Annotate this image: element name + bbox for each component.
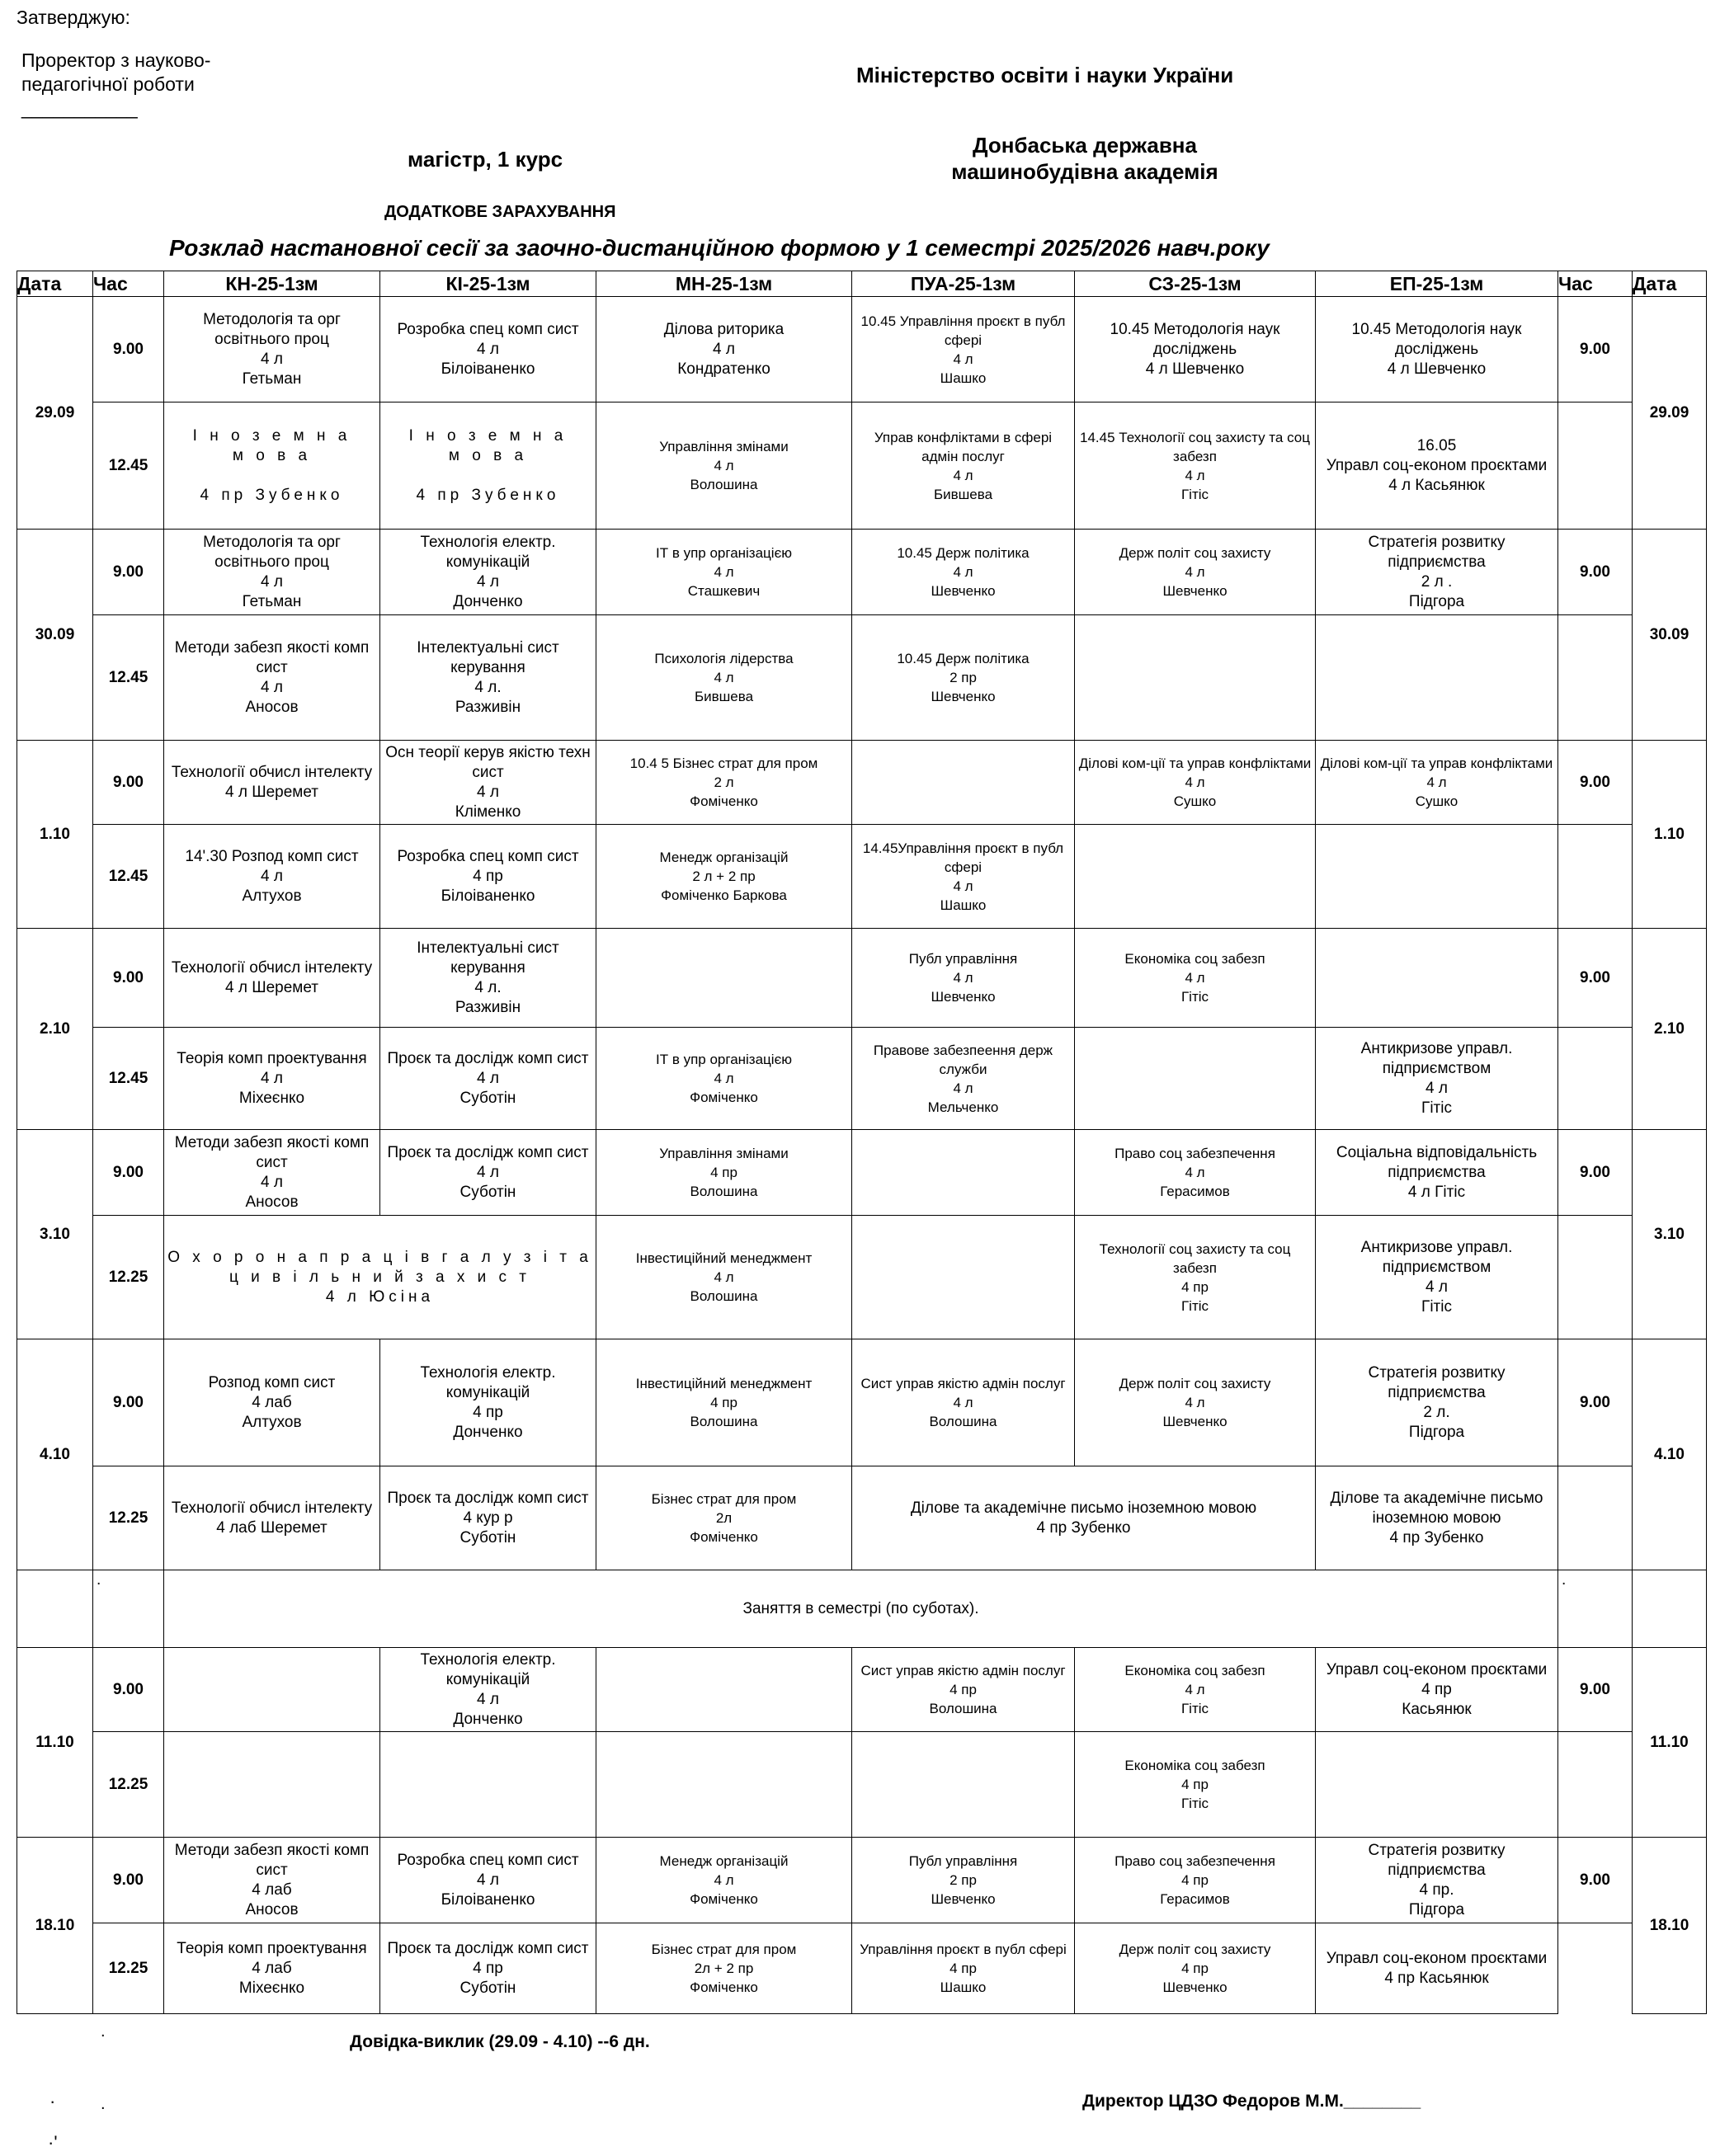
lesson-cell: О х о р о н а п р а ц і в г а л у з і т а ц и в і л ь н и й з а х и с т 4 л Юсіна — [164, 1216, 596, 1339]
date-cell: 29.09 — [1633, 297, 1707, 530]
table-row — [17, 1130, 1707, 1216]
lesson-cell: Інвестиційний менеджмент 4 пр Волошина — [596, 1339, 852, 1466]
lesson-cell — [380, 1732, 596, 1838]
time-cell: 9.00 — [93, 741, 164, 825]
lesson-cell: Держ політ соц захисту 4 л Шевченко — [1075, 530, 1316, 615]
time-cell: 12.25 — [93, 1216, 164, 1339]
header-date-left: Дата — [17, 271, 93, 297]
lesson-cell: Економіка соц забезп 4 л Гітіс — [1075, 929, 1316, 1028]
lesson-cell — [1316, 825, 1558, 929]
lesson-cell: Сист управ якістю адмін послуг 4 л Волошина — [852, 1339, 1075, 1466]
table-row — [17, 1923, 1707, 2014]
lesson-cell: Сист управ якістю адмін послуг 4 пр Волошина — [852, 1648, 1075, 1732]
stray-mark: ·' — [48, 2132, 58, 2153]
dot-mark: . — [101, 2022, 106, 2041]
lesson-cell: Інтелектуальні сист керування 4 л. Разживін — [380, 615, 596, 741]
lesson-cell — [1316, 1732, 1558, 1838]
lesson-cell: Проєк та дослідж комп сист 4 пр Суботін — [380, 1923, 596, 2014]
date-cell: 18.10 — [17, 1838, 93, 2014]
lesson-cell — [1075, 615, 1316, 741]
header-group-ep: ЕП-25-1зм — [1316, 271, 1558, 297]
lesson-cell: Управл соц-економ проєктами 4 пр Касьянюк — [1316, 1923, 1558, 2014]
lesson-cell — [852, 1130, 1075, 1216]
time-cell: 9.00 — [1558, 741, 1633, 825]
time-cell: 12.25 — [93, 1923, 164, 2014]
table-row — [17, 615, 1707, 741]
header-group-mn: МН-25-1зм — [596, 271, 852, 297]
lesson-cell: Методи забезп якості комп сист 4 л Аносов — [164, 1130, 380, 1216]
lesson-cell: Технологія електр. комунікацій 4 пр Донченко — [380, 1339, 596, 1466]
lesson-cell: Публ управління 2 пр Шевченко — [852, 1838, 1075, 1923]
time-cell: 12.45 — [93, 402, 164, 530]
time-cell: 12.25 — [93, 1732, 164, 1838]
lesson-cell: 10.45 Методологія наук досліджень 4 л Шевченко — [1075, 297, 1316, 402]
lesson-cell: Технологія електр. комунікацій 4 л Донченко — [380, 1648, 596, 1732]
lesson-cell — [164, 1732, 380, 1838]
time-cell: 9.00 — [93, 530, 164, 615]
time-cell: 9.00 — [93, 1130, 164, 1216]
lesson-cell: Технології обчисл інтелекту 4 лаб Шеремет — [164, 1466, 380, 1570]
time-cell: 9.00 — [93, 297, 164, 402]
table-row — [17, 1028, 1707, 1130]
header-group-pua: ПУА-25-1зм — [852, 271, 1075, 297]
table-row — [17, 402, 1707, 530]
date-cell: 11.10 — [1633, 1648, 1707, 1838]
lesson-cell: Психологія лідерства 4 л Бившева — [596, 615, 852, 741]
table-row — [17, 1570, 1707, 1648]
lesson-cell: Осн теорії керув якістю техн сист 4 л Кліменко — [380, 741, 596, 825]
lesson-cell: 10.45 Держ політика 4 л Шевченко — [852, 530, 1075, 615]
lesson-cell: Бізнес страт для пром 2л + 2 пр Фоміченко — [596, 1923, 852, 2014]
lesson-cell: 10.45 Держ політика 2 пр Шевченко — [852, 615, 1075, 741]
lesson-cell: Розробка спец комп сист 4 л Білоіваненко — [380, 1838, 596, 1923]
lesson-cell: І н о з е м н а м о в а 4 пр Зубенко — [164, 402, 380, 530]
lesson-cell: Стратегія розвитку підприємства 2 л . Підгора — [1316, 530, 1558, 615]
time-cell: 9.00 — [1558, 297, 1633, 402]
lesson-cell: Розпод комп сист 4 лаб Алтухов — [164, 1339, 380, 1466]
lesson-cell: Держ політ соц захисту 4 пр Шевченко — [1075, 1923, 1316, 2014]
date-cell: 4.10 — [17, 1339, 93, 1570]
enrollment-label: ДОДАТКОВЕ ЗАРАХУВАННЯ — [384, 203, 616, 221]
lesson-cell — [852, 1216, 1075, 1339]
academy-name-line1: Донбаська державна — [973, 133, 1197, 158]
lesson-cell: Інвестиційний менеджмент 4 л Волошина — [596, 1216, 852, 1339]
lesson-cell: Ділове та академічне письмо іноземною мовою 4 пр Зубенко — [852, 1466, 1316, 1570]
empty-cell — [1633, 1570, 1707, 1648]
lesson-cell: Ділова риторика 4 л Кондратенко — [596, 297, 852, 402]
director-signature: Директор ЦДЗО Федоров М.М.________ — [1082, 2092, 1421, 2111]
lesson-cell: Стратегія розвитку підприємства 4 пр. Підгора — [1316, 1838, 1558, 1923]
table-row — [17, 530, 1707, 615]
lesson-cell: Соціальна відповідальність підприємства 4 л Гітіс — [1316, 1130, 1558, 1216]
lesson-cell: Управ конфліктами в сфері адмін послуг 4 л Бившева — [852, 402, 1075, 530]
time-cell: 12.45 — [93, 615, 164, 741]
time-cell: 9.00 — [1558, 1838, 1633, 1923]
approval-signature-line: ___________ — [21, 97, 138, 119]
lesson-cell: Теорія комп проектування 4 л Міхеєнко — [164, 1028, 380, 1130]
lesson-cell: ІТ в упр організацією 4 л Фоміченко — [596, 1028, 852, 1130]
lesson-cell: Ділове та академічне письмо іноземною мовою 4 пр Зубенко — [1316, 1466, 1558, 1570]
time-cell: 9.00 — [1558, 530, 1633, 615]
time-cell: 9.00 — [1558, 1339, 1633, 1466]
lesson-cell: Розробка спец комп сист 4 л Білоіваненко — [380, 297, 596, 402]
table-row — [17, 1216, 1707, 1339]
date-cell: 11.10 — [17, 1648, 93, 1838]
dot-mark: . — [1558, 1570, 1633, 1648]
ministry-name: Міністерство освіти і науки України — [856, 63, 1234, 87]
lesson-cell: ІТ в упр організацією 4 л Сташкевич — [596, 530, 852, 615]
date-cell: 30.09 — [17, 530, 93, 741]
time-cell: 12.25 — [93, 1466, 164, 1570]
lesson-cell: 14.45Управління проєкт в публ сфері 4 л Шашко — [852, 825, 1075, 929]
lesson-cell: Менедж організацій 2 л + 2 пр Фоміченко Баркова — [596, 825, 852, 929]
time-cell: 9.00 — [93, 1339, 164, 1466]
approval-label: Затверджую: — [16, 7, 130, 28]
date-cell: 1.10 — [1633, 741, 1707, 929]
lesson-cell: Управління змінами 4 пр Волошина — [596, 1130, 852, 1216]
lesson-cell: Менедж організацій 4 л Фоміченко — [596, 1838, 852, 1923]
date-cell: 3.10 — [1633, 1130, 1707, 1339]
date-cell: 29.09 — [17, 297, 93, 530]
lesson-cell: Теорія комп проектування 4 лаб Міхеєнко — [164, 1923, 380, 2014]
empty-cell — [17, 1570, 93, 1648]
lesson-cell — [596, 1732, 852, 1838]
lesson-cell: Розробка спец комп сист 4 пр Білоіваненко — [380, 825, 596, 929]
table-row — [17, 1466, 1707, 1570]
saturday-note: Заняття в семестрі (по суботах). — [164, 1570, 1558, 1648]
lesson-cell: Держ політ соц захисту 4 л Шевченко — [1075, 1339, 1316, 1466]
lesson-cell: Правове забезпеення держ служби 4 л Мельченко — [852, 1028, 1075, 1130]
lesson-cell: Публ управління 4 л Шевченко — [852, 929, 1075, 1028]
lesson-cell: Проєк та дослідж комп сист 4 кур р Суботін — [380, 1466, 596, 1570]
lesson-cell: Проєк та дослідж комп сист 4 л Суботін — [380, 1130, 596, 1216]
approval-position-line1: Проректор з науково- — [21, 49, 211, 71]
lesson-cell — [1075, 825, 1316, 929]
time-cell: 9.00 — [1558, 929, 1633, 1028]
lesson-cell: Ділові ком-ції та управ конфліктами 4 л Сушко — [1075, 741, 1316, 825]
time-cell: 9.00 — [93, 929, 164, 1028]
table-row — [17, 929, 1707, 1028]
header-group-sz: СЗ-25-1зм — [1075, 271, 1316, 297]
date-cell: 1.10 — [17, 741, 93, 929]
date-cell: 30.09 — [1633, 530, 1707, 741]
table-row — [17, 1732, 1707, 1838]
lesson-cell: Бізнес страт для пром 2л Фоміченко — [596, 1466, 852, 1570]
header-date-right: Дата — [1633, 271, 1707, 297]
lesson-cell — [852, 1732, 1075, 1838]
lesson-cell — [164, 1648, 380, 1732]
lesson-cell — [596, 929, 852, 1028]
lesson-cell: Право соц забезпечення 4 пр Герасимов — [1075, 1838, 1316, 1923]
lesson-cell — [852, 741, 1075, 825]
lesson-cell: 16.05 Управл соц-економ проєктами 4 л Касьянюк — [1316, 402, 1558, 530]
lesson-cell: 14.45 Технології соц захисту та соц забезп 4 л Гітіс — [1075, 402, 1316, 530]
lesson-cell: Методологія та орг освітнього проц 4 л Гетьман — [164, 530, 380, 615]
lesson-cell: І н о з е м н а м о в а 4 пр Зубенко — [380, 402, 596, 530]
lesson-cell — [596, 1648, 852, 1732]
lesson-cell: Управління проєкт в публ сфері 4 пр Шашко — [852, 1923, 1075, 2014]
lesson-cell: Управл соц-економ проєктами 4 пр Касьянюк — [1316, 1648, 1558, 1732]
lesson-cell: 10.45 Управління проєкт в публ сфері 4 л Шашко — [852, 297, 1075, 402]
lesson-cell: Методи забезп якості комп сист 4 лаб Аносов — [164, 1838, 380, 1923]
time-cell: 9.00 — [1558, 1648, 1633, 1732]
lesson-cell: 10.45 Методологія наук досліджень 4 л Шевченко — [1316, 297, 1558, 402]
header-time-right: Час — [1558, 271, 1633, 297]
approval-position-line2: педагогічної роботи — [21, 73, 195, 95]
lesson-cell — [1316, 929, 1558, 1028]
lesson-cell: Технологія електр. комунікацій 4 л Донченко — [380, 530, 596, 615]
lesson-cell — [1075, 1028, 1316, 1130]
lesson-cell: Технології обчисл інтелекту 4 л Шеремет — [164, 929, 380, 1028]
lesson-cell: Стратегія розвитку підприємства 2 л. Підгора — [1316, 1339, 1558, 1466]
academy-name-line2: машинобудівна академія — [951, 159, 1218, 184]
certificate-note: Довідка-виклик (29.09 - 4.10) --6 дн. — [350, 2032, 650, 2051]
table-row — [17, 1339, 1707, 1466]
lesson-cell: Інтелектуальні сист керування 4 л. Разживін — [380, 929, 596, 1028]
lesson-cell: 14'.30 Розпод комп сист 4 л Алтухов — [164, 825, 380, 929]
lesson-cell — [1316, 615, 1558, 741]
time-cell: 12.45 — [93, 825, 164, 929]
lesson-cell: Технології обчисл інтелекту 4 л Шеремет — [164, 741, 380, 825]
lesson-cell: Управління змінами 4 л Волошина — [596, 402, 852, 530]
table-row — [17, 825, 1707, 929]
study-level: магістр, 1 курс — [408, 147, 563, 172]
lesson-cell: 10.4 5 Бізнес страт для пром 2 л Фоміченко — [596, 741, 852, 825]
header-group-ki: КІ-25-1зм — [380, 271, 596, 297]
time-cell: 12.45 — [93, 1028, 164, 1130]
lesson-cell: Антикризове управл. підприємством 4 л Гітіс — [1316, 1028, 1558, 1130]
header-group-kn: КН-25-1зм — [164, 271, 380, 297]
lesson-cell: Право соц забезпечення 4 л Герасимов — [1075, 1130, 1316, 1216]
table-row — [17, 741, 1707, 825]
time-cell: 9.00 — [93, 1838, 164, 1923]
lesson-cell: Економіка соц забезп 4 пр Гітіс — [1075, 1732, 1316, 1838]
time-cell: 9.00 — [1558, 1130, 1633, 1216]
header-time-left: Час — [93, 271, 164, 297]
lesson-cell: Методологія та орг освітнього проц 4 л Гетьман — [164, 297, 380, 402]
schedule-title: Розклад настановної сесії за заочно-дистанційною формою у 1 семестрі 2025/2026 навч.року — [169, 235, 1270, 261]
stray-mark: · — [49, 2091, 56, 2111]
lesson-cell: Ділові ком-ції та управ конфліктами 4 л Сушко — [1316, 741, 1558, 825]
date-cell: 3.10 — [17, 1130, 93, 1339]
table-header-row — [17, 271, 1707, 297]
dot-mark: . — [101, 2095, 106, 2113]
table-row — [17, 1648, 1707, 1732]
date-cell: 2.10 — [17, 929, 93, 1130]
date-cell: 2.10 — [1633, 929, 1707, 1130]
schedule-table — [16, 271, 1707, 2014]
date-cell: 18.10 — [1633, 1838, 1707, 2014]
table-row — [17, 1838, 1707, 1923]
lesson-cell: Антикризове управл. підприємством 4 л Гітіс — [1316, 1216, 1558, 1339]
lesson-cell: Проєк та дослідж комп сист 4 л Суботін — [380, 1028, 596, 1130]
date-cell: 4.10 — [1633, 1339, 1707, 1570]
lesson-cell: Методи забезп якості комп сист 4 л Аносов — [164, 615, 380, 741]
lesson-cell: Технології соц захисту та соц забезп 4 пр Гітіс — [1075, 1216, 1316, 1339]
table-row — [17, 297, 1707, 402]
dot-mark: . — [93, 1570, 164, 1648]
lesson-cell: Економіка соц забезп 4 л Гітіс — [1075, 1648, 1316, 1732]
time-cell: 9.00 — [93, 1648, 164, 1732]
academy-name — [825, 132, 1345, 185]
